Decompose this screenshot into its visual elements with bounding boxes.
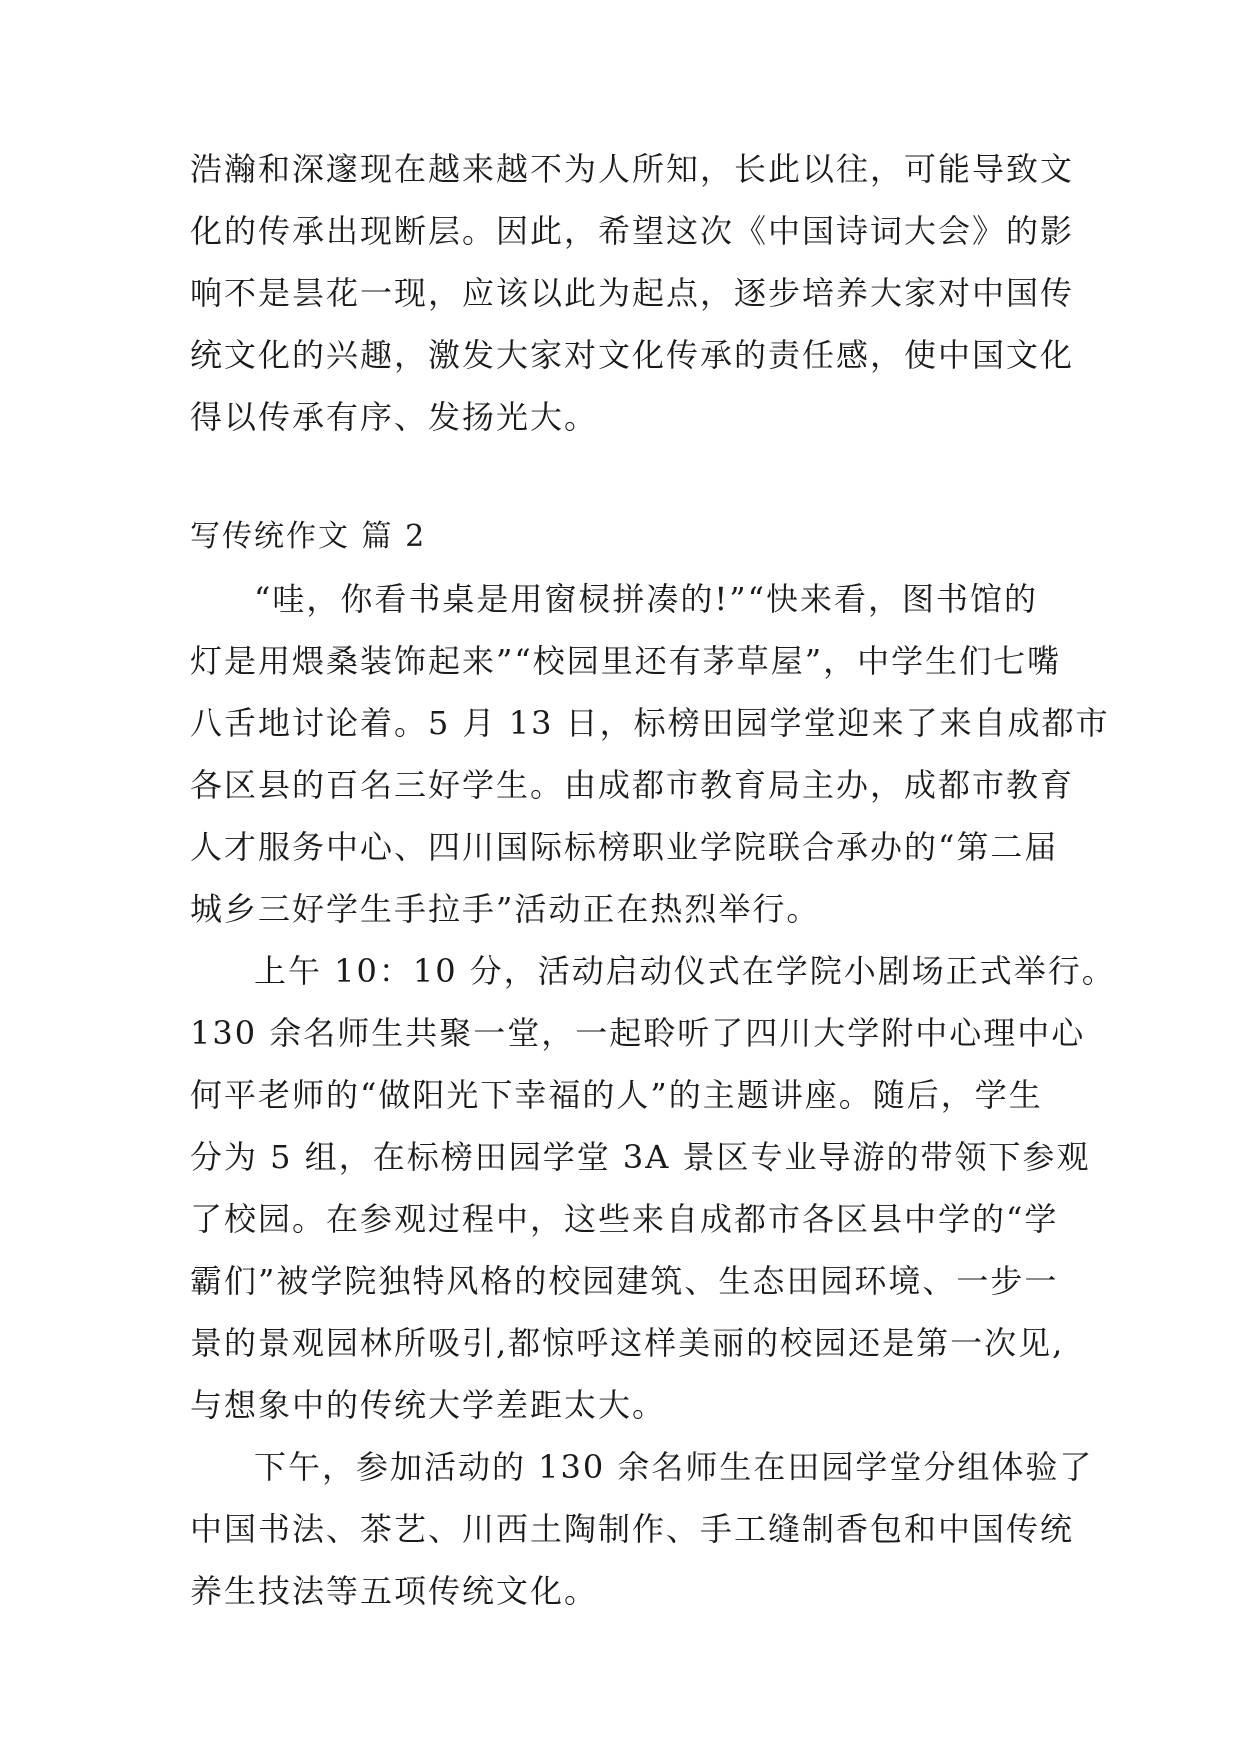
text-line: 130 余名师生共聚一堂，一起聆听了四川大学附中心理中心 xyxy=(190,1014,1086,1052)
paragraph-continuation xyxy=(190,138,1090,448)
text-line: 灯是用煨桑装饰起来”“校园里还有茅草屋”，中学生们七嘴 xyxy=(190,642,1062,680)
text-line: 与想象中的传统大学差距太大。 xyxy=(190,1386,667,1424)
text-line: 上午 10：10 分，活动启动仪式在学院小剧场正式举行。 xyxy=(254,952,1116,990)
text-line: 统文化的兴趣，激发大家对文化传承的责任感，使中国文化 xyxy=(190,336,1075,374)
text-line: 响不是昙花一现，应该以此为起点，逐步培养大家对中国传 xyxy=(190,274,1075,312)
text-line: 霸们”被学院独特风格的校园建筑、生态田园环境、一步一 xyxy=(190,1262,1059,1300)
text-line: 中国书法、茶艺、川西土陶制作、手工缝制香包和中国传统 xyxy=(190,1510,1075,1548)
text-line: 景的景观园林所吸引,都惊呼这样美丽的校园还是第一次见, xyxy=(190,1324,1065,1362)
text-line: 城乡三好学生手拉手”活动正在热烈举行。 xyxy=(190,890,821,928)
text-line: 化的传承出现断层。因此，希望这次《中国诗词大会》的影 xyxy=(190,212,1075,250)
paragraph-3 xyxy=(190,1436,1094,1622)
text-line: 得以传承有序、发扬光大。 xyxy=(190,398,599,436)
text-line: “哇，你看书桌是用窗棂拼凑的!”“快来看，图书馆的 xyxy=(254,580,1038,618)
text-line: 八舌地讨论着。5 月 13 日，标榜田园学堂迎来了来自成都市 xyxy=(190,704,1110,742)
section-heading: 写传统作文 篇 2 xyxy=(190,519,427,554)
text-line: 下午，参加活动的 130 余名师生在田园学堂分组体验了 xyxy=(254,1448,1094,1486)
text-line: 人才服务中心、四川国际标榜职业学院联合承办的“第二届 xyxy=(190,828,1059,866)
text-line: 何平老师的“做阳光下幸福的人”的主题讲座。随后，学生 xyxy=(190,1076,1043,1114)
text-line: 养生技法等五项传统文化。 xyxy=(190,1572,599,1610)
text-line: 浩瀚和深邃现在越来越不为人所知，长此以往，可能导致文 xyxy=(190,150,1075,188)
text-line: 了校园。在参观过程中，这些来自成都市各区县中学的“学 xyxy=(190,1200,1059,1238)
paragraph-2 xyxy=(190,940,1116,1436)
paragraph-1 xyxy=(190,568,1110,940)
text-line: 分为 5 组，在标榜田园学堂 3A 景区专业导游的带领下参观 xyxy=(190,1138,1091,1176)
text-line: 各区县的百名三好学生。由成都市教育局主办，成都市教育 xyxy=(190,766,1075,804)
